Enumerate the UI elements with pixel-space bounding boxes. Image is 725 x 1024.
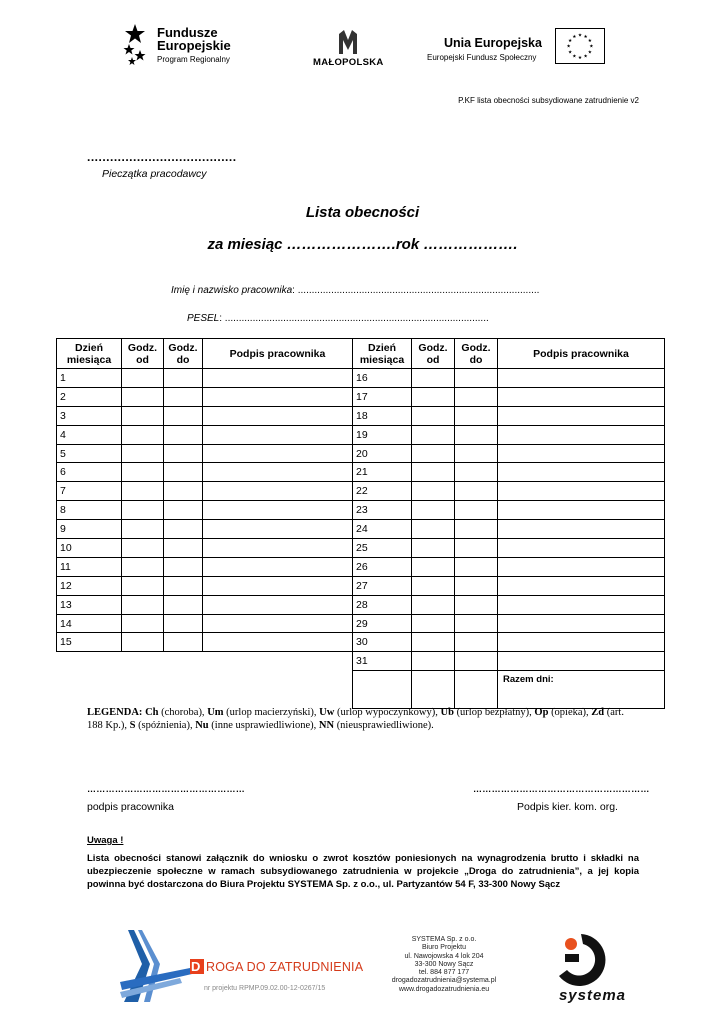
svg-text:★: ★ [566, 44, 571, 50]
employee-signature-line[interactable]: …………………………………………… [87, 784, 246, 794]
legend-label: LEGENDA: [87, 707, 143, 718]
hours-to-cell[interactable] [164, 425, 203, 444]
hours-from-cell[interactable] [412, 425, 455, 444]
table-row [57, 595, 665, 614]
hours-from-cell[interactable] [122, 614, 164, 633]
hours-from-cell[interactable] [122, 501, 164, 520]
legend-code: Nu [195, 720, 209, 731]
systema-wordmark: systema [558, 987, 627, 1004]
day-cell: 3 [57, 406, 122, 425]
svg-text:★: ★ [572, 54, 577, 60]
day-cell: 23 [353, 501, 412, 520]
project-number: nr projektu RPMP.09.02.00-12-0267/15 [204, 985, 326, 992]
header-signature-left: Podpis pracownika [203, 339, 353, 369]
day-cell: 31 [353, 652, 412, 671]
hours-to-cell[interactable] [455, 482, 498, 501]
hours-from-cell[interactable] [412, 406, 455, 425]
hours-to-cell[interactable] [455, 501, 498, 520]
hours-to-cell[interactable] [455, 463, 498, 482]
header-day-left: Dzień miesiąca [57, 339, 122, 369]
systema-info-line: Biuro Projektu [422, 944, 466, 952]
table-row [57, 369, 665, 388]
table-row [57, 539, 665, 558]
signature-cell[interactable] [498, 425, 665, 444]
empty-cell [57, 652, 122, 671]
road-icon [120, 928, 195, 1002]
hours-from-cell[interactable] [122, 520, 164, 539]
day-cell: 7 [57, 482, 122, 501]
legend-code: Ch [145, 707, 159, 718]
svg-text:★: ★ [577, 33, 583, 39]
signature-cell[interactable] [498, 520, 665, 539]
day-cell: 28 [353, 595, 412, 614]
note-title: Uwaga ! [87, 835, 124, 846]
hours-from-cell[interactable] [412, 369, 455, 388]
legend-desc: (art. 188 Kp.), [87, 707, 624, 731]
hours-to-cell[interactable] [164, 520, 203, 539]
fe-line1: Fundusze [157, 25, 218, 40]
table-row [57, 520, 665, 539]
signature-cell[interactable] [498, 633, 665, 652]
project-title: ROGA DO ZATRUDNIENIA [206, 960, 364, 974]
employee-name-label: Imię i nazwisko pracownika [171, 285, 293, 296]
day-cell: 16 [353, 369, 412, 388]
page-title: Lista obecności [305, 204, 420, 221]
hours-to-cell[interactable] [455, 576, 498, 595]
total-day-cell [353, 671, 412, 709]
empty-cell [57, 671, 122, 709]
hours-to-cell[interactable] [455, 539, 498, 558]
hours-from-cell[interactable] [412, 633, 455, 652]
legend-item [145, 707, 205, 718]
hours-from-cell[interactable] [412, 539, 455, 558]
day-cell: 2 [57, 387, 122, 406]
malopolska-m-icon [317, 28, 379, 56]
fe-line3: Program Regionalny [157, 55, 230, 64]
systema-contact-info [380, 936, 508, 994]
table-row [57, 633, 665, 652]
svg-text:★: ★ [577, 55, 583, 61]
day-cell: 9 [57, 520, 122, 539]
legend-code: Op [534, 707, 549, 718]
day-cell: 25 [353, 539, 412, 558]
signature-cell[interactable] [203, 520, 353, 539]
day-cell: 4 [57, 425, 122, 444]
hours-to-cell[interactable] [164, 501, 203, 520]
signature-cell[interactable] [498, 406, 665, 425]
table-row [57, 652, 665, 671]
legend-desc: (urlop bezpłatny), [456, 707, 532, 718]
hours-from-cell[interactable] [122, 369, 164, 388]
legend-code: NN [318, 720, 335, 731]
signature-cell[interactable] [203, 595, 353, 614]
pesel-field[interactable] [187, 313, 489, 324]
table-row [57, 387, 665, 406]
day-cell: 12 [57, 576, 122, 595]
day-cell: 1 [57, 369, 122, 388]
table-row [57, 444, 665, 463]
legend-code: Zd [591, 707, 605, 718]
signature-cell[interactable] [498, 539, 665, 558]
legend [87, 706, 637, 732]
signature-cell[interactable] [498, 652, 665, 671]
day-cell: 24 [353, 520, 412, 539]
signature-cell[interactable] [203, 406, 353, 425]
table-row [57, 482, 665, 501]
legend-code: Uw [319, 707, 335, 718]
table-row [57, 614, 665, 633]
fe-line2: Europejskie [157, 38, 231, 53]
signature-cell[interactable] [203, 425, 353, 444]
table-row [57, 463, 665, 482]
signature-cell[interactable] [203, 444, 353, 463]
legend-items [87, 707, 624, 731]
attendance-body [57, 369, 665, 709]
hours-from-cell[interactable] [412, 482, 455, 501]
note-text: Lista obecności stanowi załącznik do wniosku o zwrot kosztów poniesionych na wynagrodzenia brutto i składki na ubezpieczenie społeczne w ramach subsydiowanego zatrudnienia w projekcie „Droga do zatrudnienia”, a jej kopia powinna być dostarczona do Biura Projektu SYSTEMA Sp. z o.o., ul. Partyzantów 54 F, 33-300 Nowy Sącz [87, 853, 639, 890]
table-row [57, 557, 665, 576]
day-cell: 8 [57, 501, 122, 520]
hours-to-cell[interactable] [164, 595, 203, 614]
legend-desc: (urlop macierzyński), [226, 707, 317, 718]
header-from-right: Godz. od [412, 339, 455, 369]
hours-from-cell[interactable] [412, 501, 455, 520]
legend-code: Ub [440, 707, 454, 718]
hours-from-cell[interactable] [412, 576, 455, 595]
hours-to-cell[interactable] [164, 369, 203, 388]
hours-to-cell[interactable] [164, 576, 203, 595]
signature-cell[interactable] [498, 387, 665, 406]
hours-to-cell[interactable] [164, 557, 203, 576]
table-row [57, 425, 665, 444]
project-initial: D [191, 959, 201, 974]
manager-signature-label: Podpis kier. kom. org. [517, 801, 618, 813]
hours-to-cell[interactable] [455, 557, 498, 576]
signature-cell[interactable] [498, 557, 665, 576]
hours-from-cell[interactable] [412, 614, 455, 633]
legend-item [316, 720, 434, 731]
hours-to-cell[interactable] [455, 614, 498, 633]
legend-desc: (opieka), [551, 707, 589, 718]
legend-desc: (choroba), [161, 707, 205, 718]
hours-from-cell[interactable] [412, 520, 455, 539]
employee-signature-label: podpis pracownika [87, 801, 174, 813]
day-cell: 29 [353, 614, 412, 633]
legend-code: S [129, 720, 136, 731]
malopolska-text: MAŁOPOLSKA [313, 57, 384, 68]
systema-logo [545, 930, 640, 1002]
systema-info-line: 33-300 Nowy Sącz [414, 960, 474, 968]
employee-name-dots[interactable]: : ....................................................................................... [292, 285, 540, 296]
legend-item [438, 707, 532, 718]
empty-cell [164, 671, 203, 709]
hours-from-cell[interactable] [122, 482, 164, 501]
header-signature-right: Podpis pracownika [498, 339, 665, 369]
unia-europejska-logo [425, 28, 615, 68]
systema-info-line: ul. Nawojowska 4 lok 204 [404, 952, 484, 960]
signature-cell[interactable] [203, 539, 353, 558]
legend-desc: (spóźnienia), [138, 720, 193, 731]
empty-cell [164, 652, 203, 671]
header-day-right: Dzień miesiąca [353, 339, 412, 369]
day-cell: 6 [57, 463, 122, 482]
signature-cell[interactable] [203, 482, 353, 501]
signature-cell[interactable] [498, 463, 665, 482]
hours-to-cell[interactable] [164, 406, 203, 425]
signature-cell[interactable] [203, 369, 353, 388]
day-cell: 10 [57, 539, 122, 558]
legend-desc: (urlop wypoczynkowy), [336, 707, 438, 718]
hours-to-cell[interactable] [455, 633, 498, 652]
svg-text:★: ★ [587, 39, 592, 45]
table-row [57, 406, 665, 425]
signature-cell[interactable] [498, 576, 665, 595]
hours-from-cell[interactable] [122, 557, 164, 576]
ue-line1: Unia Europejska [444, 36, 542, 50]
hours-from-cell[interactable] [412, 463, 455, 482]
document-reference: P.KF lista obecności subsydiowane zatrudnienie v2 [458, 96, 639, 105]
pesel-label: PESEL [187, 313, 220, 324]
total-days-cell[interactable]: Razem dni: [498, 671, 665, 709]
hours-from-cell[interactable] [122, 406, 164, 425]
day-cell: 14 [57, 614, 122, 633]
svg-text:★: ★ [589, 44, 594, 50]
hours-from-cell[interactable] [122, 633, 164, 652]
hours-to-cell[interactable] [164, 614, 203, 633]
hours-to-cell[interactable] [164, 463, 203, 482]
systema-info-line: drogadozatrudnienia@systema.pl [391, 977, 497, 985]
day-cell: 21 [353, 463, 412, 482]
hours-to-cell[interactable] [164, 482, 203, 501]
day-cell: 5 [57, 444, 122, 463]
day-cell: 18 [353, 406, 412, 425]
legend-code: Um [207, 707, 224, 718]
hours-from-cell[interactable] [412, 557, 455, 576]
stamp-dots: ....................................... [87, 150, 237, 164]
svg-text:★: ★ [583, 54, 588, 60]
svg-text:★: ★ [568, 50, 573, 56]
fe-stars-icon [123, 22, 147, 68]
hours-from-cell[interactable] [122, 539, 164, 558]
legend-item [205, 707, 317, 718]
hours-to-cell[interactable] [455, 369, 498, 388]
day-cell: 22 [353, 482, 412, 501]
hours-from-cell[interactable] [412, 387, 455, 406]
systema-info-line: tel. 884 877 177 [418, 969, 470, 977]
hours-from-cell[interactable] [122, 425, 164, 444]
hours-to-cell[interactable] [455, 520, 498, 539]
table-header-row [57, 339, 665, 369]
hours-to-cell[interactable] [164, 444, 203, 463]
ue-line2: Europejski Fundusz Społeczny [427, 53, 537, 62]
signature-cell[interactable] [203, 614, 353, 633]
header-to-right: Godz. do [455, 339, 498, 369]
signature-cell[interactable] [498, 482, 665, 501]
hours-to-cell[interactable] [455, 652, 498, 671]
signature-cell[interactable] [203, 387, 353, 406]
signature-cell[interactable] [203, 463, 353, 482]
hours-from-cell[interactable] [122, 387, 164, 406]
signature-cell[interactable] [498, 444, 665, 463]
systema-info-line: www.drogadozatrudnienia.eu [398, 985, 490, 993]
hours-to-cell[interactable] [164, 539, 203, 558]
hours-from-cell[interactable] [412, 444, 455, 463]
signature-cell[interactable] [498, 595, 665, 614]
empty-cell [203, 652, 353, 671]
day-cell: 20 [353, 444, 412, 463]
manager-signature-line[interactable]: ………………………………………………… [473, 784, 650, 794]
legend-item [532, 707, 589, 718]
hours-from-cell[interactable] [122, 444, 164, 463]
systema-info-line: SYSTEMA Sp. z o.o. [411, 936, 477, 943]
legend-desc: (inne usprawiedliwione), [211, 720, 317, 731]
hours-to-cell[interactable] [164, 387, 203, 406]
signature-cell[interactable] [498, 501, 665, 520]
eu-flag-icon [555, 28, 605, 64]
svg-text:★: ★ [572, 35, 577, 41]
svg-text:★: ★ [587, 50, 592, 56]
legend-desc: (nieusprawiedliwione). [336, 720, 434, 731]
total-to-cell [455, 671, 498, 709]
pesel-dots[interactable]: : ............................................................................................... [219, 313, 489, 324]
hours-from-cell[interactable] [122, 576, 164, 595]
table-row [57, 576, 665, 595]
stamp-label: Pieczątka pracodawcy [102, 168, 207, 180]
signature-cell[interactable] [203, 501, 353, 520]
hours-to-cell[interactable] [455, 444, 498, 463]
day-cell: 15 [57, 633, 122, 652]
signature-cell[interactable] [203, 557, 353, 576]
day-cell: 11 [57, 557, 122, 576]
header-to-left: Godz. do [164, 339, 203, 369]
signature-cell[interactable] [498, 369, 665, 388]
hours-from-cell[interactable] [122, 595, 164, 614]
hours-to-cell[interactable] [164, 633, 203, 652]
fundusze-europejskie-logo [123, 22, 263, 70]
day-cell: 26 [353, 557, 412, 576]
hours-to-cell[interactable] [455, 406, 498, 425]
malopolska-logo [313, 28, 383, 70]
day-cell: 19 [353, 425, 412, 444]
total-from-cell [412, 671, 455, 709]
hours-from-cell[interactable] [122, 463, 164, 482]
empty-cell [203, 671, 353, 709]
svg-text:★: ★ [568, 39, 573, 45]
legend-item [127, 720, 193, 731]
day-cell: 13 [57, 595, 122, 614]
hours-to-cell[interactable] [455, 387, 498, 406]
month-year-line[interactable]: za miesiąc ………………….rok ………………. [207, 236, 518, 253]
signature-cell[interactable] [203, 633, 353, 652]
legend-item [193, 720, 317, 731]
table-row [57, 671, 665, 709]
systema-emblem-icon [545, 930, 640, 986]
attendance-table [56, 338, 665, 709]
table-row [57, 501, 665, 520]
empty-cell [122, 652, 164, 671]
day-cell: 17 [353, 387, 412, 406]
header-from-left: Godz. od [122, 339, 164, 369]
svg-text:★: ★ [583, 35, 588, 41]
empty-cell [122, 671, 164, 709]
droga-do-zatrudnienia-logo [120, 928, 380, 1002]
hours-to-cell[interactable] [455, 595, 498, 614]
day-cell: 27 [353, 576, 412, 595]
hours-to-cell[interactable] [455, 425, 498, 444]
signature-cell[interactable] [498, 614, 665, 633]
signature-cell[interactable] [203, 576, 353, 595]
day-cell: 30 [353, 633, 412, 652]
hours-from-cell[interactable] [412, 652, 455, 671]
employee-name-field[interactable] [171, 285, 539, 296]
legend-item [317, 707, 438, 718]
hours-from-cell[interactable] [412, 595, 455, 614]
